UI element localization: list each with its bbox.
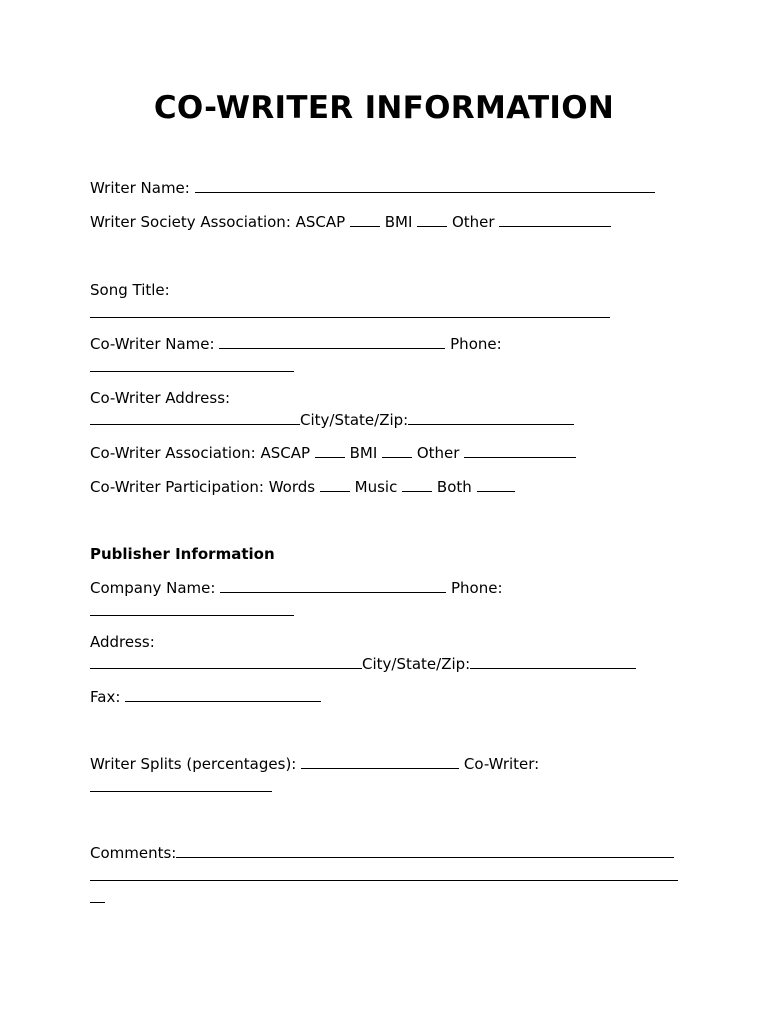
publisher-fax-field[interactable]: [125, 687, 321, 702]
comments-line-3-row: [90, 888, 105, 908]
comments-row: [90, 843, 674, 863]
comments-line-2-row: [90, 866, 678, 886]
cowriter-words-field[interactable]: [320, 477, 350, 492]
cowriter-city-label: City/State/Zip:: [300, 411, 409, 429]
cowriter-music-field[interactable]: [402, 477, 432, 492]
cowriter-phone-field[interactable]: [90, 357, 294, 372]
cowriter-name-field[interactable]: [219, 334, 445, 349]
cowriter-phone-label: Phone:: [450, 335, 502, 353]
writer-bmi-field[interactable]: [417, 212, 447, 227]
publisher-address-line-row: [90, 654, 636, 674]
writer-bmi-label: BMI: [384, 213, 413, 231]
writer-other-label: Other: [451, 213, 495, 231]
cowriter-association-row: [90, 443, 576, 463]
splits-cowriter-line-row: [90, 777, 272, 797]
song-title-label: Song Title:: [90, 281, 170, 299]
writer-other-field[interactable]: [499, 212, 611, 227]
cowriter-phone-line-row: [90, 357, 294, 377]
cowriter-both-field[interactable]: [477, 477, 515, 492]
song-title-line-row: [90, 303, 610, 323]
splits-row: [90, 754, 539, 774]
cowriter-address-line-row: [90, 410, 574, 430]
cowriter-name-label: Co-Writer Name:: [90, 335, 215, 353]
writer-society-row: [90, 212, 611, 232]
cowriter-address-label: Co-Writer Address:: [90, 389, 231, 407]
cowriter-both-label: Both: [436, 478, 472, 496]
cowriter-other-label: Other: [416, 444, 460, 462]
publisher-company-field[interactable]: [220, 578, 446, 593]
cowriter-participation-label: Co-Writer Participation: Words: [90, 478, 316, 496]
song-title-field[interactable]: [90, 303, 610, 318]
publisher-city-field[interactable]: [470, 654, 636, 669]
publisher-address-label: Address:: [90, 633, 155, 651]
writer-name-row: [90, 178, 655, 198]
song-title-row: [90, 280, 170, 300]
publisher-address-row: [90, 632, 155, 652]
cowriter-other-field[interactable]: [464, 443, 576, 458]
cowriter-address-field[interactable]: [90, 410, 300, 425]
writer-ascap-field[interactable]: [350, 212, 380, 227]
splits-cowriter-label: Co-Writer:: [463, 755, 540, 773]
cowriter-participation-row: [90, 477, 515, 497]
publisher-company-row: [90, 578, 503, 598]
publisher-fax-label: Fax:: [90, 688, 121, 706]
cowriter-address-row: [90, 388, 230, 408]
publisher-phone-line-row: [90, 601, 294, 621]
publisher-phone-label: Phone:: [451, 579, 503, 597]
cowriter-bmi-label: BMI: [349, 444, 378, 462]
publisher-phone-field[interactable]: [90, 601, 294, 616]
cowriter-name-row: [90, 334, 502, 354]
splits-label: Writer Splits (percentages):: [90, 755, 297, 773]
publisher-heading: Publisher Information: [90, 545, 275, 563]
publisher-company-label: Company Name:: [90, 579, 216, 597]
writer-name-field[interactable]: [195, 178, 655, 193]
comments-field-line-1[interactable]: [176, 843, 674, 858]
writer-society-label: Writer Society Association: ASCAP: [90, 213, 346, 231]
cowriter-ascap-field[interactable]: [315, 443, 345, 458]
comments-field-line-2[interactable]: [90, 866, 678, 881]
splits-cowriter-field[interactable]: [90, 777, 272, 792]
cowriter-music-label: Music: [354, 478, 398, 496]
page-title: CO-WRITER INFORMATION: [153, 90, 615, 126]
cowriter-city-field[interactable]: [408, 410, 574, 425]
publisher-address-field[interactable]: [90, 654, 362, 669]
cowriter-association-label: Co-Writer Association: ASCAP: [90, 444, 311, 462]
cowriter-bmi-field[interactable]: [382, 443, 412, 458]
publisher-fax-row: [90, 687, 321, 707]
comments-field-line-3[interactable]: [90, 888, 105, 903]
writer-name-label: Writer Name:: [90, 179, 190, 197]
publisher-city-label: City/State/Zip:: [362, 655, 471, 673]
comments-label: Comments:: [90, 844, 177, 862]
splits-writer-field[interactable]: [301, 754, 459, 769]
